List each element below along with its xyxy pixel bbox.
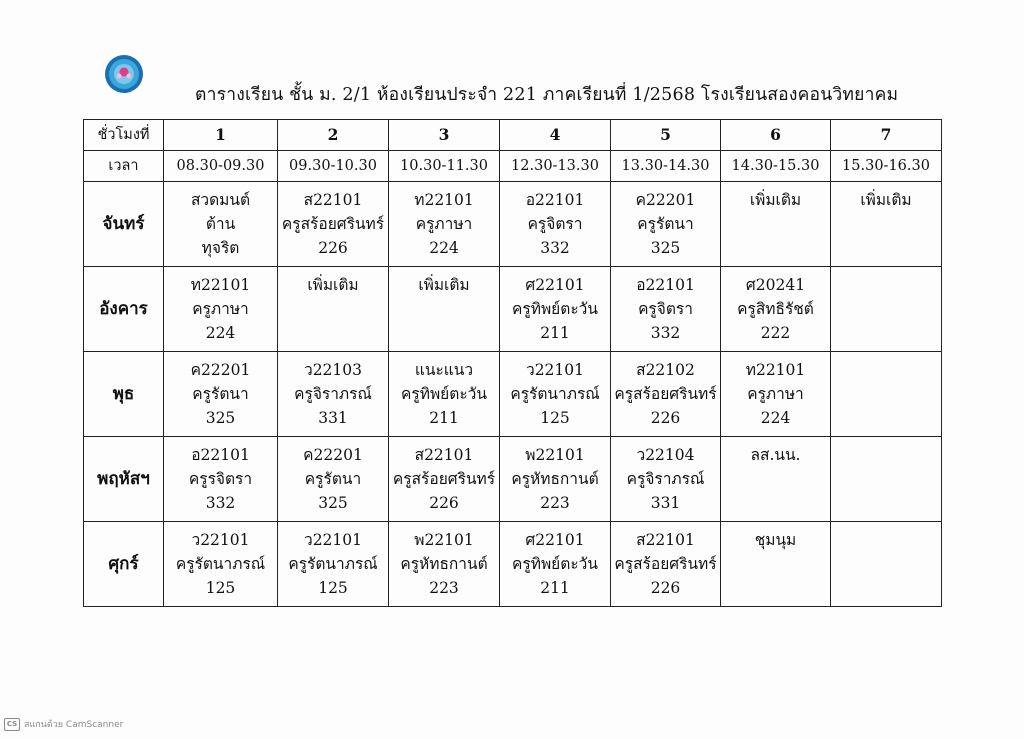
class-cell — [389, 522, 500, 607]
time-row — [84, 151, 942, 182]
cell-line: เพิ่มเติม — [307, 276, 359, 294]
cell-line: 332 — [540, 239, 570, 257]
cell-line: ค22201 — [303, 446, 363, 464]
period-number: 7 — [831, 120, 942, 151]
time-slot: 10.30-11.30 — [389, 151, 500, 182]
cell-line: ครูทิพย์ตะวัน — [512, 300, 598, 318]
class-cell — [721, 437, 831, 522]
cell-line: ครูภาษา — [415, 215, 473, 233]
class-cell — [611, 267, 721, 352]
class-cell — [278, 522, 389, 607]
period-number: 2 — [278, 120, 389, 151]
cell-line: เพิ่มเติม — [749, 191, 802, 209]
class-cell — [164, 522, 278, 607]
cell-line: ส22101 — [636, 531, 695, 549]
cell-line: ครูรจิตรา — [188, 470, 253, 488]
cell-line: เพิ่มเติม — [418, 276, 470, 294]
cell-line: 211 — [540, 579, 570, 597]
cell-line: ส22101 — [303, 191, 363, 209]
time-slot: 08.30-09.30 — [164, 151, 278, 182]
day-name: พุธ — [84, 352, 164, 437]
cell-line: ครูทิพย์ตะวัน — [512, 555, 598, 573]
period-number: 4 — [500, 120, 611, 151]
cell-line: 331 — [318, 409, 348, 427]
class-cell — [278, 352, 389, 437]
cell-line: ครูจิราภรณ์ — [626, 470, 705, 488]
cell-line: 224 — [760, 409, 791, 427]
cell-line: ลส.นน. — [750, 446, 801, 464]
period-number: 3 — [389, 120, 500, 151]
cell-line: ส22102 — [636, 361, 695, 379]
day-row — [84, 267, 942, 352]
class-cell — [500, 522, 611, 607]
cell-line: 325 — [205, 409, 236, 427]
class-cell — [389, 437, 500, 522]
class-cell — [831, 437, 942, 522]
cell-line: อ22101 — [191, 446, 250, 464]
cell-line: ครูจิตรา — [638, 300, 693, 318]
cell-line: 125 — [318, 579, 348, 597]
cell-line: 226 — [318, 239, 348, 257]
cell-line: ครูสร้อยศรินทร์ — [392, 470, 496, 488]
time-slot: 14.30-15.30 — [721, 151, 831, 182]
cell-line: ต้าน — [205, 215, 236, 233]
day-row — [84, 522, 942, 607]
cell-line: 325 — [318, 494, 348, 512]
cell-line: 226 — [650, 579, 681, 597]
cell-line: 332 — [205, 494, 236, 512]
cell-line: 125 — [540, 409, 570, 427]
cell-line: ครูรัตนาภรณ์ — [288, 555, 378, 573]
day-row — [84, 182, 942, 267]
cell-line: ครูจิตรา — [527, 215, 583, 233]
class-cell — [831, 182, 942, 267]
cell-line: สวดมนต์ — [190, 191, 251, 209]
cell-line: แนะแนว — [414, 361, 474, 379]
day-name: จันทร์ — [84, 182, 164, 267]
school-logo — [86, 52, 158, 104]
cell-line: ทุจริต — [201, 239, 240, 257]
cell-line: 224 — [429, 239, 459, 257]
class-cell — [611, 437, 721, 522]
cell-line: ครูรัตนาภรณ์ — [175, 555, 266, 573]
cell-line: พ22101 — [525, 446, 585, 464]
class-cell — [831, 352, 942, 437]
class-cell — [389, 182, 500, 267]
cell-line: ครูรัตนา — [192, 385, 249, 403]
class-cell — [500, 182, 611, 267]
footer-text: สแกนด้วย CamScanner — [24, 720, 124, 730]
cell-line: ครูจิราภรณ์ — [294, 385, 372, 403]
cell-line: ท22101 — [190, 276, 251, 294]
cell-line: อ22101 — [525, 191, 585, 209]
class-cell — [721, 352, 831, 437]
class-cell — [721, 182, 831, 267]
class-cell — [611, 182, 721, 267]
cell-line: ครูหัทธกานต์ — [400, 555, 488, 573]
class-cell — [278, 182, 389, 267]
cell-line: 222 — [760, 324, 791, 342]
time-slot: 13.30-14.30 — [611, 151, 721, 182]
cell-line: 226 — [429, 494, 459, 512]
class-cell — [164, 182, 278, 267]
class-cell — [611, 522, 721, 607]
cell-line: ครูภาษา — [747, 385, 804, 403]
class-cell — [164, 437, 278, 522]
cell-line: 224 — [205, 324, 236, 342]
class-cell — [164, 267, 278, 352]
cell-line: ครูหัทธกานต์ — [511, 470, 599, 488]
cell-line: ว22101 — [191, 531, 250, 549]
class-cell — [721, 267, 831, 352]
cell-line: ชุมนุม — [754, 531, 797, 549]
cell-line: 125 — [205, 579, 236, 597]
class-cell — [611, 352, 721, 437]
cell-line: ท22101 — [414, 191, 474, 209]
day-row — [84, 352, 942, 437]
class-cell — [389, 352, 500, 437]
cell-line: ส22101 — [414, 446, 474, 464]
period-number: 5 — [611, 120, 721, 151]
cell-line: อ22101 — [636, 276, 695, 294]
period-number: 6 — [721, 120, 831, 151]
cell-line: ครูภาษา — [192, 300, 249, 318]
cell-line: 226 — [650, 409, 681, 427]
cell-line: ว22101 — [525, 361, 584, 379]
day-name: พฤหัสฯ — [84, 437, 164, 522]
cell-line: ว22104 — [636, 446, 695, 464]
cell-line: ศ22101 — [525, 531, 585, 549]
cell-line: ครูทิพย์ตะวัน — [401, 385, 487, 403]
class-cell — [389, 267, 500, 352]
cell-line: 211 — [540, 324, 570, 342]
cell-line: 325 — [650, 239, 681, 257]
cell-line: ค22201 — [635, 191, 696, 209]
cell-line: เพิ่มเติม — [860, 191, 912, 209]
time-slot: 09.30-10.30 — [278, 151, 389, 182]
cell-line: 223 — [429, 579, 459, 597]
cell-line: ครูสร้อยศรินทร์ — [281, 215, 385, 233]
class-cell — [164, 352, 278, 437]
day-name: ศุกร์ — [84, 522, 164, 607]
day-name: อังคาร — [84, 267, 164, 352]
cell-line: พ22101 — [414, 531, 474, 549]
cell-line: 332 — [650, 324, 681, 342]
cell-line: ว22103 — [303, 361, 362, 379]
class-cell — [278, 267, 389, 352]
cell-line: ท22101 — [745, 361, 806, 379]
cell-line: ครูสร้อยศรินทร์ — [614, 385, 717, 403]
class-cell — [500, 267, 611, 352]
cell-line: ศ20241 — [745, 276, 806, 294]
time-slot: 15.30-16.30 — [831, 151, 942, 182]
period-label: ชั่วโมงที่ — [84, 120, 164, 151]
class-cell — [721, 522, 831, 607]
timetable — [83, 119, 942, 607]
class-cell — [278, 437, 389, 522]
cell-line: 211 — [429, 409, 459, 427]
period-header-row — [84, 120, 942, 151]
class-cell — [500, 352, 611, 437]
cell-line: 331 — [650, 494, 681, 512]
cell-line: ครูรัตนา — [637, 215, 694, 233]
cell-line: ว22101 — [303, 531, 362, 549]
time-label: เวลา — [84, 151, 164, 182]
cell-line: ศ22101 — [525, 276, 585, 294]
cell-line: ครูสร้อยศรินทร์ — [614, 555, 717, 573]
class-cell — [831, 522, 942, 607]
cell-line: ครูสิทธิรัชต์ — [737, 300, 814, 318]
class-cell — [831, 267, 942, 352]
scanner-footer — [4, 717, 123, 731]
camscanner-icon: CS — [4, 718, 20, 731]
cell-line: 223 — [540, 494, 570, 512]
page-title: ตารางเรียน ชั้น ม. 2/1 ห้องเรียนประจำ 221 ภาคเรียนที่ 1/2568 โรงเรียนสองคอนวิทยาคม — [195, 85, 899, 105]
cell-line: ครูรัตนาภรณ์ — [510, 385, 600, 403]
cell-line: ครูรัตนา — [304, 470, 362, 488]
day-row — [84, 437, 942, 522]
cell-line: ค22201 — [190, 361, 251, 379]
period-number: 1 — [164, 120, 278, 151]
class-cell — [500, 437, 611, 522]
time-slot: 12.30-13.30 — [500, 151, 611, 182]
